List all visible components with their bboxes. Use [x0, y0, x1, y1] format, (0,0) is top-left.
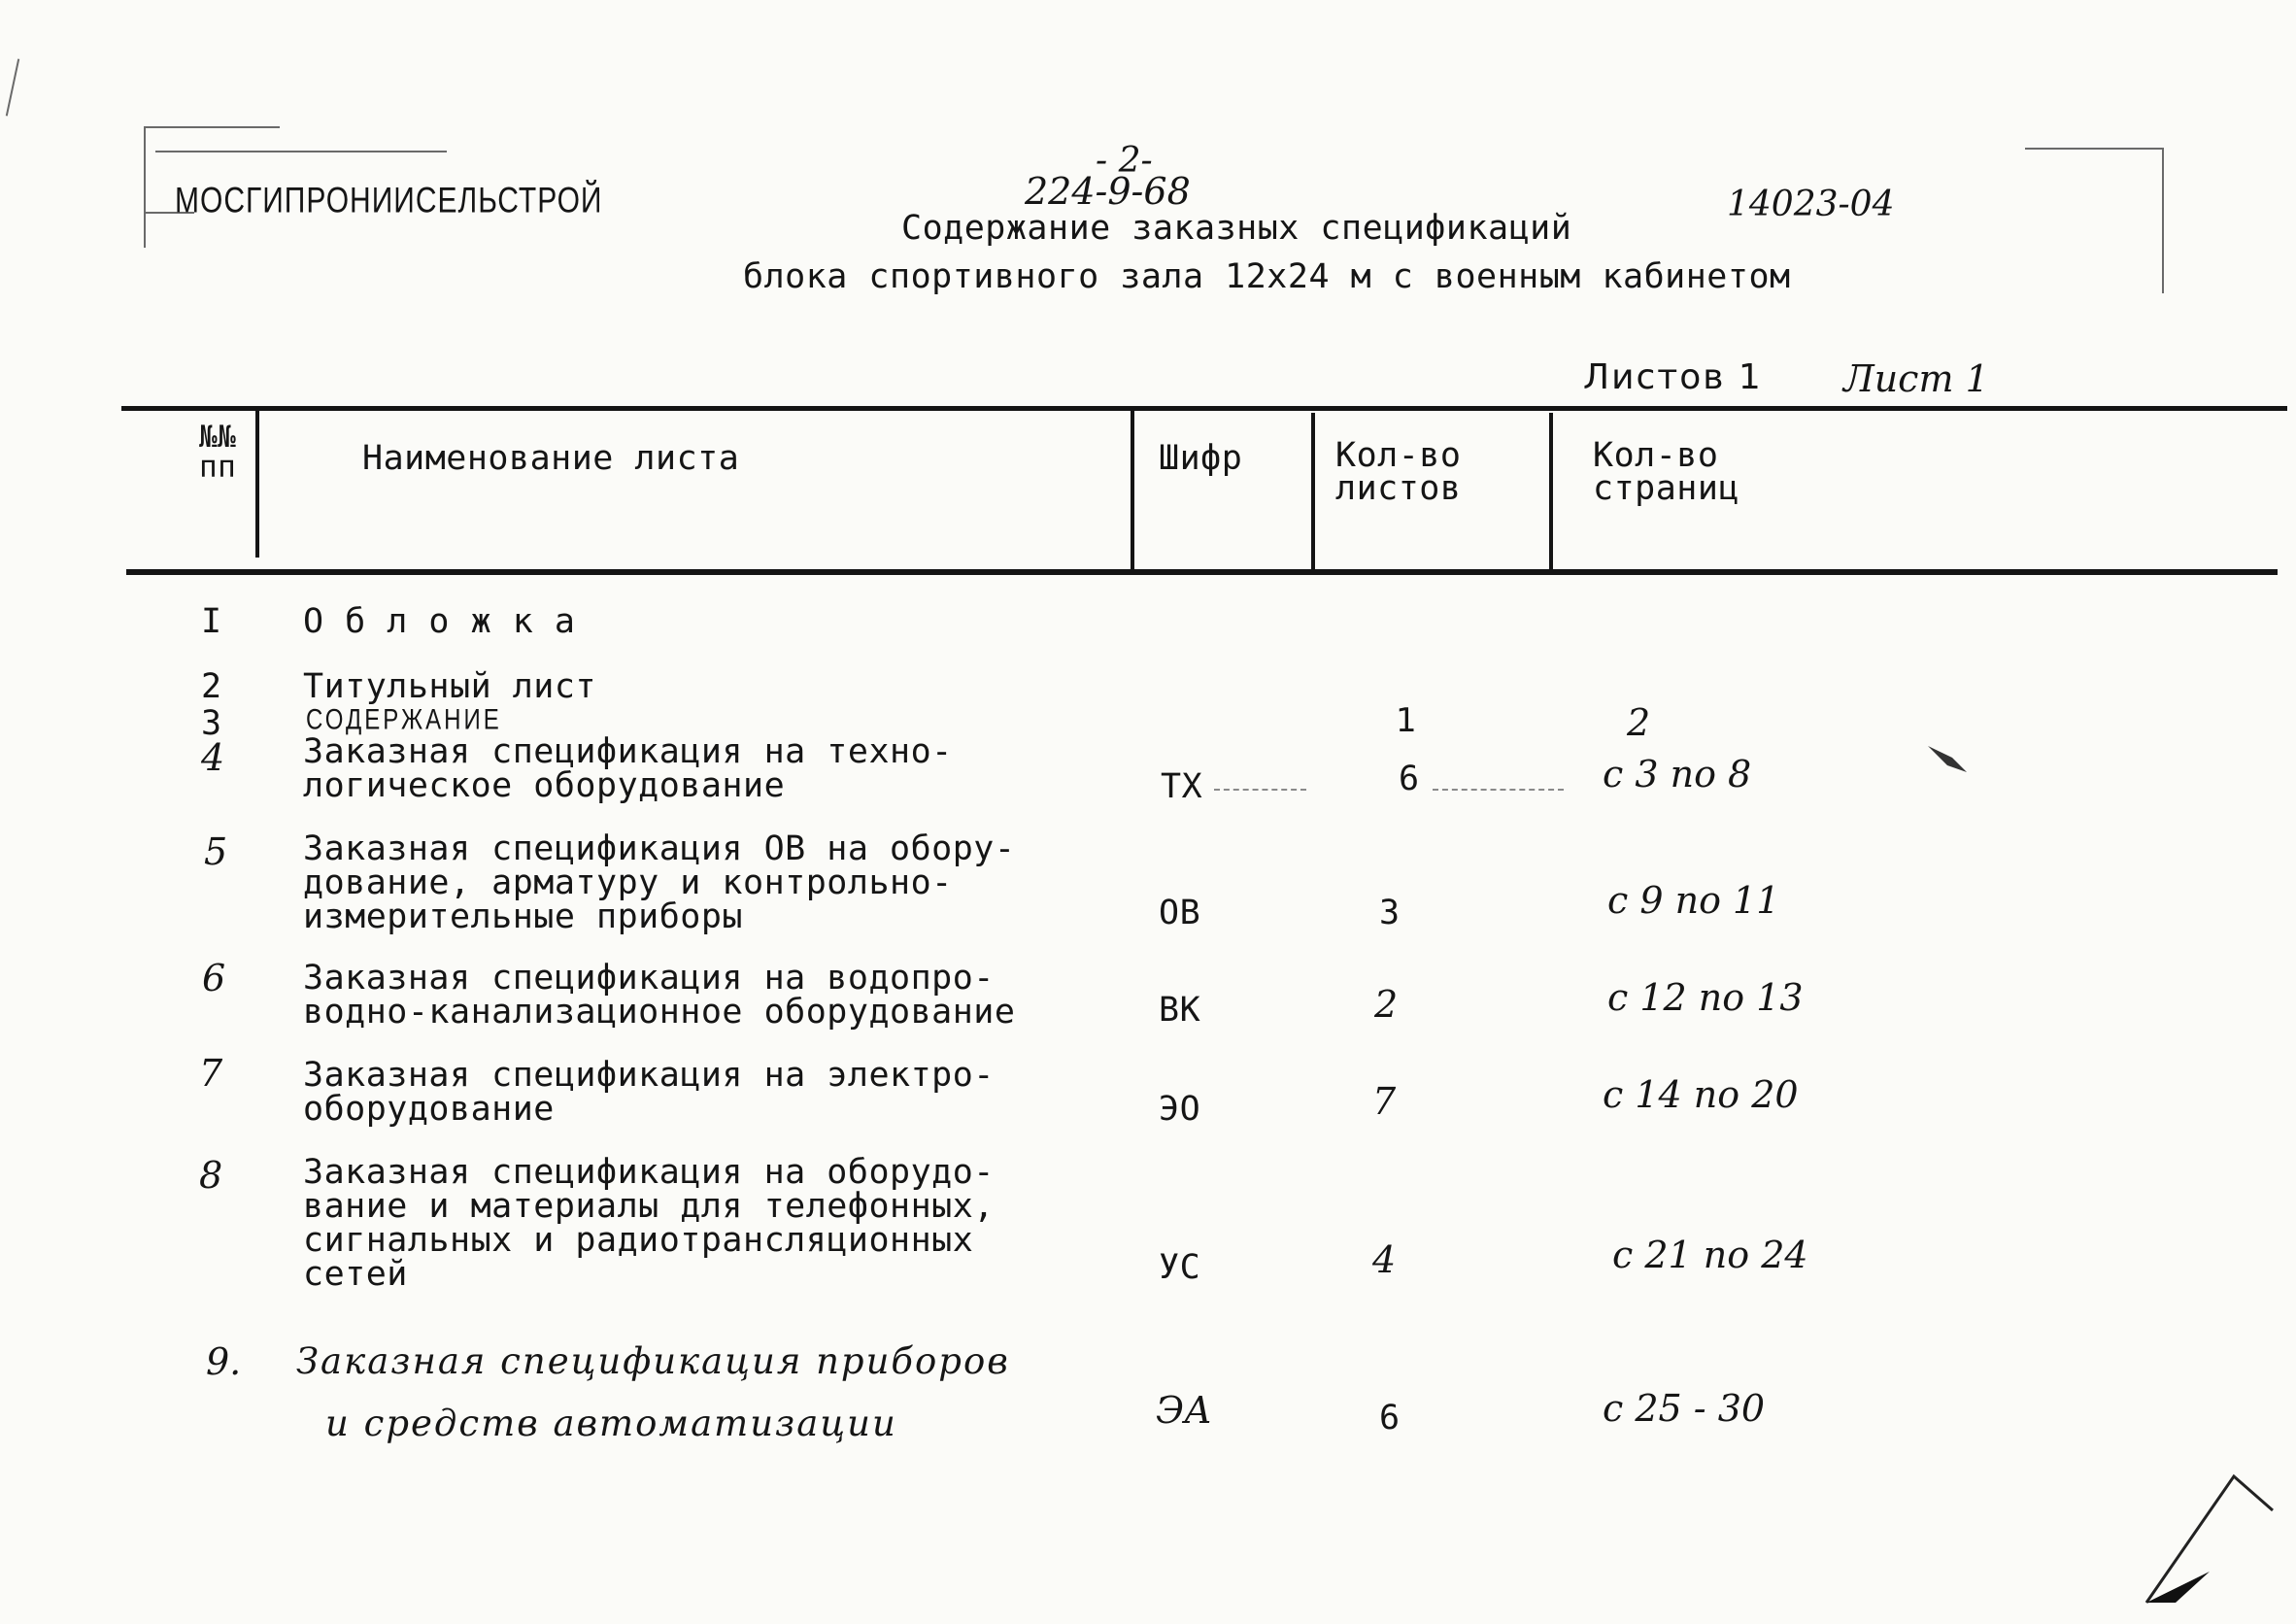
row-pages: с 21 по 24	[1612, 1234, 1808, 1276]
row-name-line: вание и материалы для телефонных,	[303, 1187, 995, 1226]
ink-blot	[1923, 738, 1972, 777]
page-mark: - 2-	[1096, 141, 1153, 181]
row-name-line: измерительные приборы	[303, 897, 744, 936]
row-name	[303, 1056, 995, 1129]
leader-line	[1214, 789, 1306, 791]
row-name-line: Заказная спецификация ОВ на обору-	[303, 829, 1016, 868]
col-header-pages: Кол-во страниц	[1593, 436, 1740, 508]
row-number: I	[201, 602, 222, 641]
corner-mark	[2137, 1457, 2282, 1612]
row-code: УС	[1159, 1248, 1201, 1287]
leader-line	[1433, 789, 1564, 791]
col-header-number: №№ пп	[199, 420, 237, 485]
row-name-line: Заказная спецификация на электро-	[303, 1056, 995, 1095]
col-divider	[255, 410, 259, 558]
document-title-line1: Содержание заказных спецификаций	[901, 209, 1572, 248]
row-sheets: 7	[1372, 1080, 1397, 1123]
row-name-line: логическое оборудование	[303, 766, 786, 805]
sheets-total: Листов 1	[1583, 357, 1763, 397]
stamp-frame-line	[144, 126, 146, 248]
row-pages: с 14 по 20	[1603, 1073, 1799, 1116]
row-name: СОДЕРЖАНИЕ	[306, 703, 502, 736]
row-name	[303, 829, 1016, 936]
row-name-line: Заказная спецификация на техно-	[303, 732, 953, 771]
archive-number: 14023-04	[1727, 185, 1895, 224]
row-sheets: 6	[1379, 1399, 1401, 1438]
row-name-line: Заказная спецификация на оборудо-	[303, 1153, 995, 1192]
row-name: Титульный лист	[303, 667, 597, 706]
row-code: ВК	[1159, 991, 1201, 1030]
row-pages: с 9 по 11	[1607, 879, 1780, 922]
col-header-code: Шифр	[1159, 439, 1243, 478]
row-pages: с 25 - 30	[1603, 1387, 1766, 1430]
row-code: ЭО	[1159, 1090, 1201, 1129]
row-name-line: оборудование	[303, 1090, 555, 1129]
col-divider	[1311, 413, 1315, 571]
table-top-rule	[121, 406, 2287, 411]
row-name-line: Заказная спецификация на водопро-	[303, 959, 995, 998]
row-name: О б л о ж к а	[303, 602, 576, 641]
row-number: 7	[199, 1052, 223, 1095]
row-number: 4	[201, 736, 225, 779]
sheet-number: Лист 1	[1843, 357, 1989, 400]
row-name	[303, 732, 953, 805]
col-divider	[1131, 410, 1134, 571]
row-name	[303, 959, 1016, 1032]
table-header-bottom-rule	[126, 569, 2278, 575]
document-title-line2: блока спортивного зала 12х24 м с военным кабинетом	[743, 257, 1791, 296]
col-header-name: Наименование листа	[362, 439, 740, 478]
col-header-sheets: Кол-во листов	[1335, 436, 1462, 508]
project-code: 224-9-68	[1025, 170, 1191, 213]
row-pages: с 12 по 13	[1607, 976, 1804, 1019]
row-sheets: 4	[1372, 1238, 1397, 1281]
col-divider	[1549, 413, 1553, 571]
row-name-line: водно-канализационное оборудование	[303, 993, 1016, 1032]
row-number: 2	[201, 667, 222, 706]
stamp-frame-line	[144, 126, 280, 128]
row-name-line: и средств автоматизации	[325, 1403, 897, 1444]
organization-stamp: МОСГИПРОНИИСЕЛЬСТРОЙ	[175, 181, 603, 221]
row-name-line: дование, арматуру и контрольно-	[303, 863, 953, 902]
row-sheets: 6	[1399, 760, 1420, 798]
row-code: ОВ	[1159, 894, 1201, 932]
row-name	[296, 1331, 1010, 1455]
stamp-frame-line	[155, 151, 447, 152]
row-sheets: 1	[1396, 701, 1417, 740]
row-sheets: 3	[1379, 894, 1401, 932]
row-number: 9.	[206, 1340, 242, 1383]
row-name-line: сигнальных и радиотрансляционных	[303, 1221, 974, 1260]
row-code: ЭА	[1156, 1389, 1212, 1432]
row-pages: 2	[1627, 701, 1651, 744]
row-name-line: Заказная спецификация приборов	[296, 1340, 1010, 1382]
row-number: 3	[201, 704, 222, 743]
row-name-line: сетей	[303, 1255, 408, 1294]
row-number: 5	[204, 830, 228, 873]
row-sheets: 2	[1374, 983, 1399, 1026]
row-pages: с 3 по 8	[1603, 753, 1752, 795]
row-number: 6	[202, 957, 226, 999]
row-name	[303, 1153, 995, 1294]
frame-corner	[2025, 148, 2163, 150]
frame-corner	[2162, 148, 2164, 293]
edge-mark	[6, 58, 19, 116]
row-number: 8	[199, 1154, 223, 1197]
row-code: ТХ	[1161, 767, 1203, 806]
